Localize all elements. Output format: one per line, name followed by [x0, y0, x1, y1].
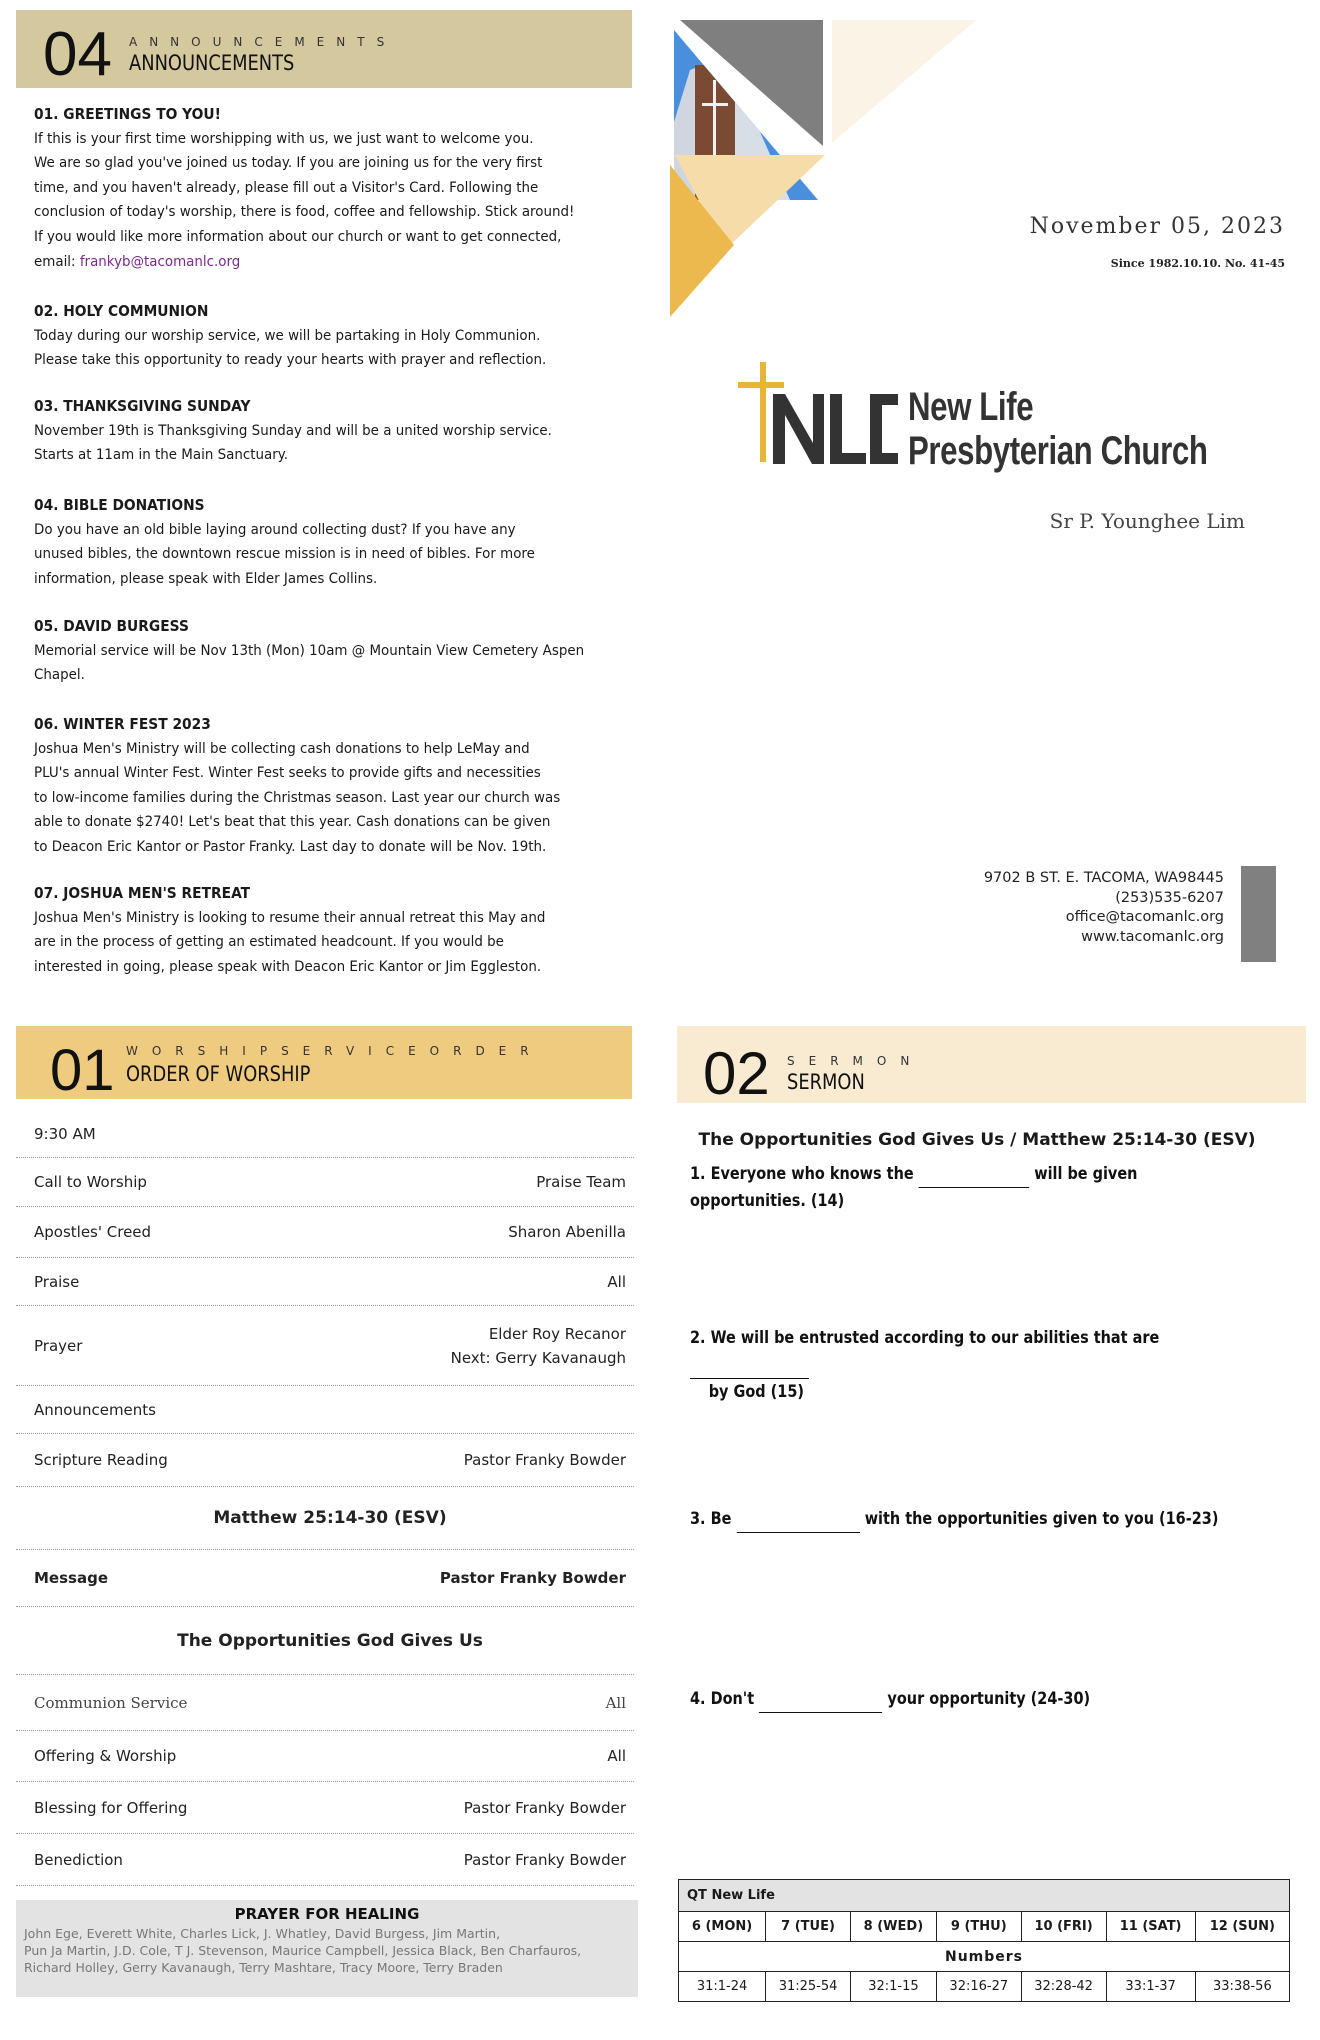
announcement-item	[34, 299, 586, 373]
announcement-item	[34, 712, 586, 860]
point-text: 1. Everyone who knows the	[690, 1164, 919, 1184]
announcement-line: Starts at 11am in the Main Sanctuary.	[34, 446, 289, 464]
email-link[interactable]: frankyb@tacomanlc.org	[79, 252, 241, 270]
announcement-line: Joshua Men's Ministry will be collecting cash donations to help LeMay and	[34, 739, 530, 757]
announcement-heading: 05. DAVID BURGESS	[34, 617, 189, 635]
worship-row	[16, 1550, 634, 1607]
announcement-heading: 07. JOSHUA MEN'S RETREAT	[34, 884, 251, 902]
prayer-for-healing	[16, 1900, 638, 1997]
scripture-row	[16, 1487, 634, 1550]
prayer-line: Pun Ja Martin, J.D. Cole, T J. Stevenson, Maurice Campbell, Jessica Black, Ben Charfauros,	[24, 1943, 582, 1958]
worship-leader: Pastor Franky Bowder	[463, 1850, 626, 1869]
point-text: with the opportunities given to you (16-23)	[859, 1509, 1219, 1529]
qt-reading-table	[678, 1879, 1290, 2002]
announcement-line: Do you have an old bible laying around collecting dust? If you have any	[34, 520, 516, 538]
sermon-heading: The Opportunities God Gives Us / Matthew 25:14-30 (ESV)	[698, 1130, 1256, 1150]
announcement-line: Memorial service will be Nov 13th (Mon) 10am @ Mountain View Cemetery Aspen	[34, 641, 585, 659]
qt-book: Numbers	[679, 1942, 1290, 1972]
worship-item: Message	[34, 1569, 108, 1587]
qt-title: QT New Life	[679, 1880, 1290, 1912]
qt-passage: 33:38-56	[1195, 1972, 1289, 2002]
qt-passage: 32:28-42	[1021, 1972, 1106, 2002]
phone: (253)535-6207	[1115, 889, 1224, 906]
church-name-line1: New Life	[908, 385, 1034, 429]
worship-leader: Sharon Abenilla	[508, 1223, 626, 1241]
cover-graphic	[670, 15, 990, 320]
section-title: SERMON	[787, 1070, 865, 1094]
fill-in-blank[interactable]	[690, 1359, 809, 1379]
qt-day: 7 (TUE)	[766, 1912, 851, 1942]
worship-item: Communion Service	[34, 1693, 188, 1712]
announcement-line: conclusion of today's worship, there is food, coffee and fellowship. Stick around!	[34, 203, 575, 221]
qt-day: 12 (SUN)	[1195, 1912, 1289, 1942]
announcement-item	[34, 493, 586, 591]
fill-in-blank[interactable]	[736, 1513, 859, 1533]
worship-row	[16, 1675, 634, 1731]
website-link[interactable]: www.tacomanlc.org	[1081, 928, 1224, 945]
announcement-item	[34, 102, 586, 274]
worship-item: Blessing for Offering	[34, 1798, 188, 1817]
pastor-name: Sr P. Younghee Lim	[1049, 509, 1245, 533]
section-title: ORDER OF WORSHIP	[126, 1062, 311, 1086]
announcements-header	[16, 10, 632, 88]
contact-block	[984, 869, 1224, 947]
sermon-header	[677, 1026, 1306, 1107]
announcement-heading: 01. GREETINGS TO YOU!	[34, 105, 221, 123]
sermon-point	[690, 1325, 1226, 1406]
announcement-line: Chapel.	[34, 666, 85, 684]
church-name-line2: Presbyterian Church	[908, 429, 1208, 473]
worship-leader: All	[605, 1693, 626, 1712]
qt-passage: 31:25-54	[766, 1972, 851, 2002]
worship-leader: All	[607, 1747, 626, 1765]
announcement-line: If you would like more information about our church or want to get connected,	[34, 227, 562, 245]
section-subtitle: ANNOUNCEMENTS	[129, 35, 397, 49]
worship-item: Prayer	[34, 1336, 83, 1355]
bulletin-date: November 05, 2023	[1029, 214, 1285, 239]
section-number: 02	[703, 1040, 770, 1107]
worship-leader-next: Next: Gerry Kavanaugh	[450, 1348, 626, 1367]
worship-header	[16, 1026, 632, 1103]
worship-leader: Praise Team	[536, 1173, 626, 1191]
church-name	[908, 385, 1207, 473]
email-label: email:	[34, 252, 80, 270]
announcement-line: interested in going, please speak with Deacon Eric Kantor or Jim Eggleston.	[34, 957, 542, 975]
worship-leader-primary: Elder Roy Recanor	[488, 1324, 626, 1343]
worship-row	[16, 1258, 634, 1306]
worship-item: Benediction	[34, 1850, 123, 1869]
worship-row	[16, 1834, 634, 1886]
qt-passage: 32:1-15	[850, 1972, 936, 2002]
announcement-item	[34, 881, 586, 979]
sermon-title: The Opportunities God Gives Us	[177, 1630, 483, 1651]
announcement-heading: 02. HOLY COMMUNION	[34, 302, 209, 320]
contact-email[interactable]: office@tacomanlc.org	[1065, 909, 1224, 925]
worship-row	[16, 1731, 634, 1782]
worship-item: Offering & Worship	[34, 1747, 177, 1765]
announcement-line: Today during our worship service, we will be partaking in Holy Communion.	[34, 326, 541, 344]
announcement-heading: 03. THANKSGIVING SUNDAY	[34, 397, 251, 415]
section-title: ANNOUNCEMENTS	[129, 51, 295, 75]
qt-day: 8 (WED)	[850, 1912, 936, 1942]
announcement-line: Please take this opportunity to ready your hearts with prayer and reflection.	[34, 351, 547, 369]
address: 9702 B ST. E. TACOMA, WA98445	[983, 870, 1224, 886]
worship-row	[16, 1386, 634, 1434]
point-text: 3. Be	[690, 1509, 737, 1529]
worship-item: Call to Worship	[34, 1173, 147, 1191]
prayer-names	[16, 1923, 638, 1978]
prayer-title: PRAYER FOR HEALING	[234, 1905, 420, 1923]
qt-day: 11 (SAT)	[1106, 1912, 1195, 1942]
cream-triangle	[832, 20, 976, 143]
qt-passage: 31:1-24	[679, 1972, 766, 2002]
announcement-item	[34, 394, 586, 468]
worship-leader	[451, 1322, 626, 1370]
worship-leader: Pastor Franky Bowder	[439, 1569, 626, 1587]
announcement-line: We are so glad you've joined us today. If you are joining us for the very first	[34, 154, 543, 172]
announcement-item	[34, 614, 586, 688]
announcement-line: November 19th is Thanksgiving Sunday and will be a united worship service.	[34, 421, 552, 439]
announcement-line: to low-income families during the Christmas season. Last year our church was	[34, 788, 561, 806]
worship-item: Announcements	[34, 1400, 156, 1419]
worship-time: 9:30 AM	[34, 1125, 96, 1143]
section-number: 04	[43, 20, 112, 89]
point-text: will be given opportunities. (14)	[690, 1164, 1138, 1211]
worship-item: Praise	[34, 1272, 80, 1291]
point-text: your opportunity (24-30)	[882, 1689, 1091, 1709]
worship-row	[16, 1207, 634, 1258]
sermon-point	[690, 1506, 1218, 1533]
announcement-line: PLU's annual Winter Fest. Winter Fest seeks to provide gifts and necessities	[34, 764, 541, 782]
qt-day: 6 (MON)	[679, 1912, 766, 1942]
qt-passage: 32:16-27	[936, 1972, 1021, 2002]
announcement-line: If this is your first time worshipping with us, we just want to welcome you.	[34, 129, 534, 147]
announcement-line	[34, 250, 586, 275]
nlc-logo-icon	[738, 358, 898, 468]
sermon-point	[690, 1686, 1090, 1713]
worship-row	[16, 1306, 634, 1386]
worship-leader: Pastor Franky Bowder	[463, 1451, 626, 1469]
scripture-reference: Matthew 25:14-30 (ESV)	[213, 1508, 447, 1528]
fill-in-blank[interactable]	[759, 1693, 882, 1713]
sermon-title-row	[16, 1607, 634, 1675]
section-subtitle: WORSHIPSERVICEORDER	[126, 1044, 543, 1058]
announcement-line: information, please speak with Elder James Collins.	[34, 569, 378, 587]
worship-time-row	[16, 1111, 634, 1158]
qt-day: 9 (THU)	[936, 1912, 1021, 1942]
qt-passage: 33:1-37	[1106, 1972, 1195, 2002]
point-text: 2. We will be entrusted according to our abilities that are	[690, 1328, 1160, 1348]
section-number: 01	[50, 1038, 115, 1103]
worship-row	[16, 1158, 634, 1207]
section-subtitle: SERMON	[787, 1054, 924, 1068]
announcement-heading: 04. BIBLE DONATIONS	[34, 496, 205, 514]
worship-item: Scripture Reading	[34, 1451, 168, 1469]
announcement-line: to Deacon Eric Kantor or Pastor Franky. Last day to donate will be Nov. 19th.	[34, 837, 547, 855]
announcement-line: unused bibles, the downtown rescue mission is in need of bibles. For more	[34, 545, 535, 563]
worship-leader: Pastor Franky Bowder	[463, 1798, 626, 1817]
prayer-line: Richard Holley, Gerry Kavanaugh, Terry Mashtare, Tracy Moore, Terry Braden	[24, 1960, 503, 1975]
announcement-line: time, and you haven't already, please fill out a Visitor's Card. Following the	[34, 178, 539, 196]
prayer-line: John Ege, Everett White, Charles Lick, J. Whatley, David Burgess, Jim Martin,	[24, 1926, 501, 1941]
announcement-line: Joshua Men's Ministry is looking to resume their annual retreat this May and	[34, 908, 546, 926]
announcement-line: are in the process of getting an estimated headcount. If you would be	[34, 933, 504, 951]
point-text: by God (15)	[708, 1382, 804, 1402]
worship-item: Apostles' Creed	[34, 1223, 152, 1241]
worship-row	[16, 1782, 634, 1834]
qt-day: 10 (FRI)	[1021, 1912, 1106, 1942]
contact-accent-bar	[1241, 866, 1276, 962]
announcement-heading: 06. WINTER FEST 2023	[34, 715, 211, 733]
qt-days-row	[679, 1912, 1290, 1942]
since-number: Since 1982.10.10. No. 41-45	[1110, 257, 1285, 270]
worship-row	[16, 1434, 634, 1487]
fill-in-blank[interactable]	[919, 1168, 1030, 1188]
worship-leader: All	[607, 1272, 626, 1291]
point-text: 4. Don't	[690, 1689, 760, 1709]
sermon-point	[690, 1161, 1226, 1215]
announcement-line: able to donate $2740! Let's beat that this year. Cash donations can be given	[34, 813, 551, 831]
qt-passages-row	[679, 1972, 1290, 2002]
